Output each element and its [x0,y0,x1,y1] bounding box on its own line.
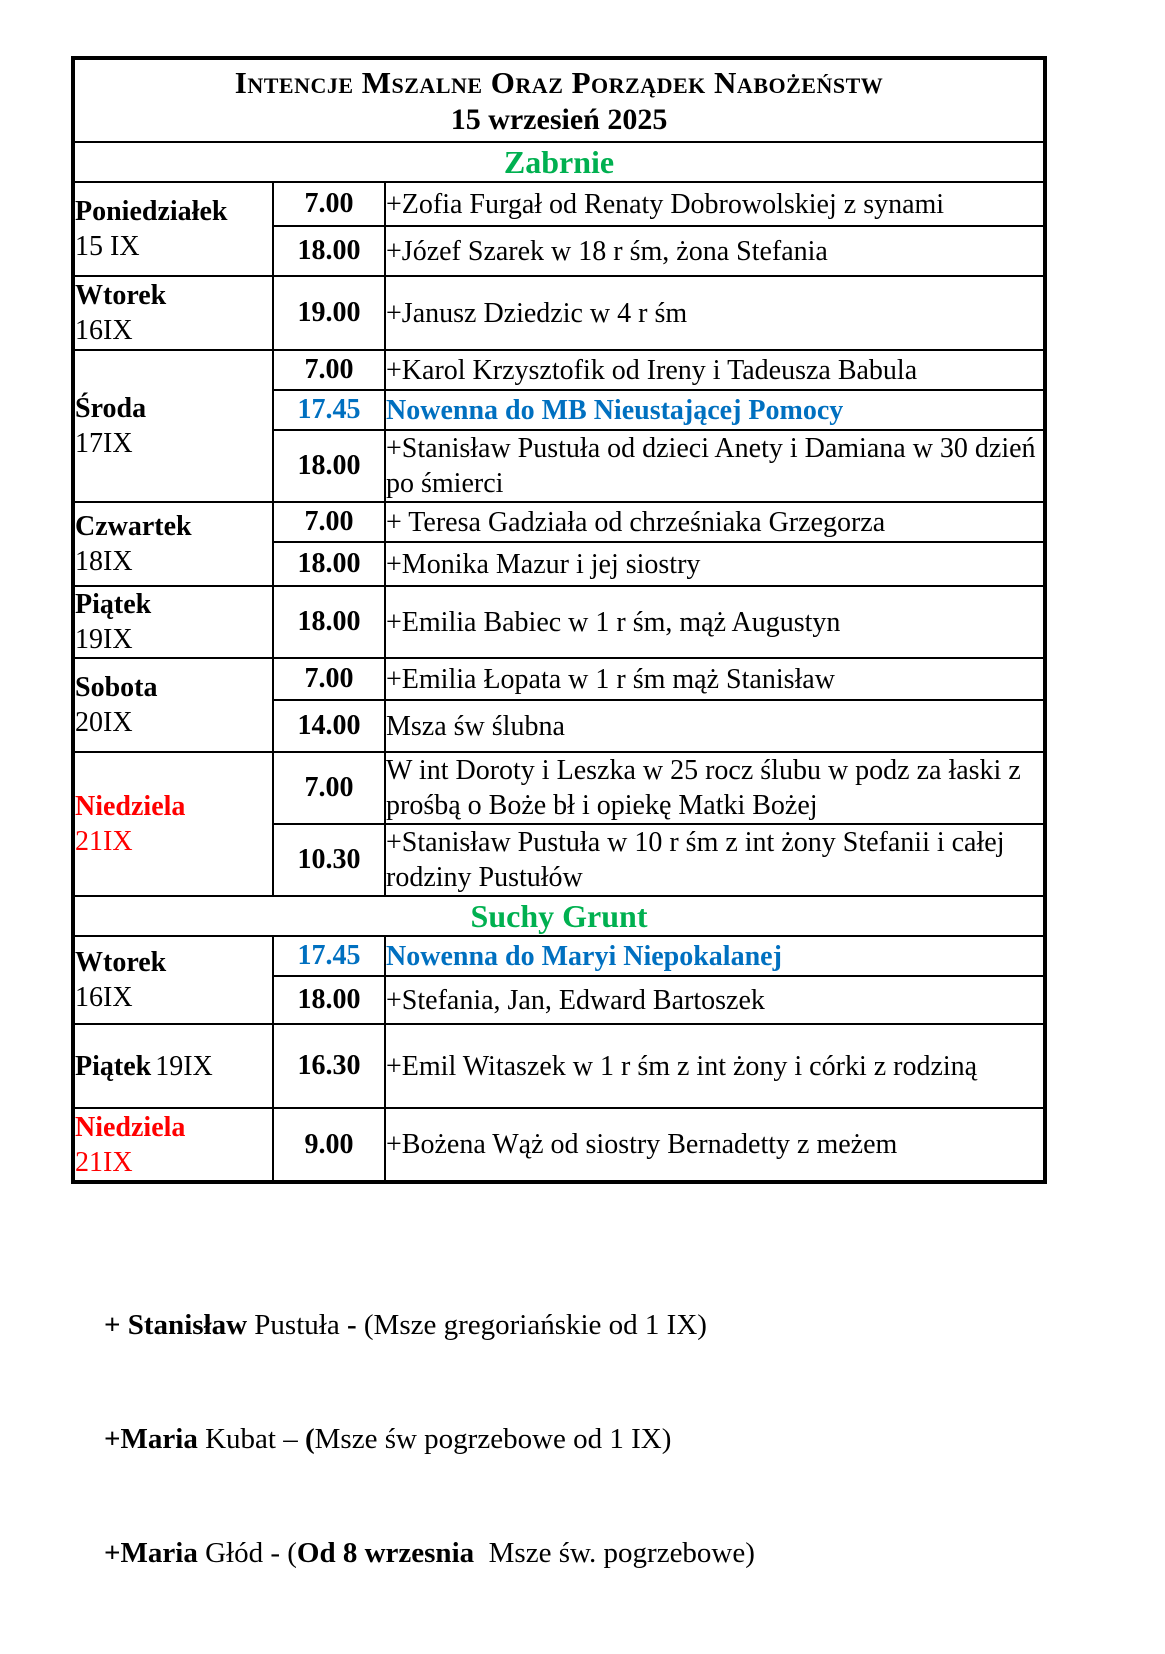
section-header-row [73,142,1045,182]
table-row [73,276,1045,350]
day-date: 21IX [75,826,133,857]
table-row [73,502,1045,542]
time-cell: 14.00 [273,700,385,752]
time-cell: 7.00 [273,752,385,824]
day-date: 19IX [155,1050,213,1082]
table-row [73,350,1045,390]
day-cell-sunday [73,752,273,896]
time-cell: 9.00 [273,1108,385,1182]
time-cell: 18.00 [273,226,385,276]
table-row-novena [73,936,1045,976]
title-row [73,58,1045,142]
day-name: Sobota [75,672,158,703]
day-date: 16IX [75,315,133,346]
intention-cell: +Monika Mazur i jej siostry [385,542,1045,586]
footer-note-text: Kubat – [197,1423,305,1455]
day-date: 15 IX [75,231,140,262]
mass-intentions-table [71,56,1047,1184]
footer-note-text: Pustuła [247,1309,347,1341]
document-header [73,58,1045,142]
day-name: Niedziela [75,1111,186,1143]
section-title-suchy-grunt: Suchy Grunt [73,896,1045,936]
table-row [73,586,1045,658]
intention-cell: +Zofia Furgał od Renaty Dobrowolskiej z synami [385,182,1045,226]
footer-note-bold: Od 8 wrzesnia [296,1537,475,1569]
table-row [73,752,1045,824]
time-cell: 7.00 [273,502,385,542]
day-name: Wtorek [75,947,167,978]
day-name: Piątek [75,1050,152,1082]
intention-cell: +Janusz Dziedzic w 4 r śm [385,276,1045,350]
intention-cell: +Stanisław Pustuła w 10 r śm z int żony Stefanii i całej rodziny Pustułów [385,824,1045,896]
day-date: 18IX [75,546,133,577]
day-name: Środa [75,393,147,424]
day-date: 20IX [75,707,133,738]
footer-note-bold: - [346,1309,364,1341]
day-name: Wtorek [75,280,167,311]
intention-cell: Nowenna do MB Nieustającej Pomocy [385,390,1045,430]
footer-note-text: Głód - ( [197,1537,297,1569]
day-cell-sunday [73,1108,273,1182]
time-cell: 7.00 [273,658,385,700]
time-cell: 17.45 [273,936,385,976]
day-name: Poniedziałek [75,196,228,227]
section-title-zabrnie: Zabrnie [73,142,1045,182]
day-name: Czwartek [75,511,192,542]
footer-note-bold: + Stanisław [104,1309,248,1341]
day-cell [73,502,273,586]
footer-note [75,1268,755,1382]
time-cell: 18.00 [273,586,385,658]
footer-note-bold: ( [304,1423,315,1455]
day-name: Niedziela [75,791,186,822]
day-cell [73,1024,273,1108]
time-cell: 18.00 [273,976,385,1024]
footer-note-text: Msze św. pogrzebowe) [474,1537,755,1569]
table-row [73,182,1045,226]
time-cell: 19.00 [273,276,385,350]
section-header-row [73,896,1045,936]
day-cell [73,276,273,350]
time-cell: 18.00 [273,542,385,586]
intention-cell: +Karol Krzysztofik od Ireny i Tadeusza Babula [385,350,1045,390]
time-cell: 7.00 [273,350,385,390]
day-date: 21IX [75,1146,133,1178]
table-row [73,1024,1045,1108]
intention-cell: +Emilia Babiec w 1 r śm, mąż Augustyn [385,586,1045,658]
intention-cell: +Stanisław Pustuła od dzieci Anety i Damiana w 30 dzień po śmierci [385,430,1045,502]
day-cell [73,182,273,276]
intention-cell: +Emilia Łopata w 1 r śm mąż Stanisław [385,658,1045,700]
intention-cell: +Józef Szarek w 18 r śm, żona Stefania [385,226,1045,276]
page-date: 15 wrzesień 2025 [450,102,668,136]
intention-cell: W int Doroty i Leszka w 25 rocz ślubu w podz za łaski z prośbą o Boże bł i opiekę Matki Bożej [385,752,1045,824]
footer-note-bold: +Maria [104,1423,198,1455]
day-cell [73,350,273,502]
day-cell [73,936,273,1024]
day-date: 19IX [75,624,133,655]
footer-note [75,1382,755,1496]
table-row [73,1108,1045,1182]
footer-notes [75,1268,755,1610]
intention-cell: + Teresa Gadziała od chrześniaka Grzegorza [385,502,1045,542]
day-name: Piątek [75,589,152,620]
footer-note-text: (Msze gregoriańskie od 1 IX) [363,1309,707,1341]
time-cell: 10.30 [273,824,385,896]
day-cell [73,586,273,658]
day-date: 16IX [75,982,133,1013]
intention-cell: +Bożena Wąż od siostry Bernadetty z meżem [385,1108,1045,1182]
page-title: Intencje Mszalne Oraz Porządek Nabożeństw [234,64,884,100]
time-cell: 18.00 [273,430,385,502]
intention-cell: +Stefania, Jan, Edward Bartoszek [385,976,1045,1024]
day-date: 17IX [75,428,133,459]
table-row [73,658,1045,700]
footer-note-bold: +Maria [104,1537,198,1569]
time-cell: 16.30 [273,1024,385,1108]
time-cell: 7.00 [273,182,385,226]
day-cell [73,658,273,752]
footer-note-text: Msze św pogrzebowe od 1 IX) [314,1423,672,1455]
intention-cell: +Emil Witaszek w 1 r śm z int żony i córki z rodziną [385,1024,1045,1108]
intention-cell: Nowenna do Maryi Niepokalanej [385,936,1045,976]
footer-note [75,1496,755,1610]
intention-cell: Msza św ślubna [385,700,1045,752]
time-cell: 17.45 [273,390,385,430]
